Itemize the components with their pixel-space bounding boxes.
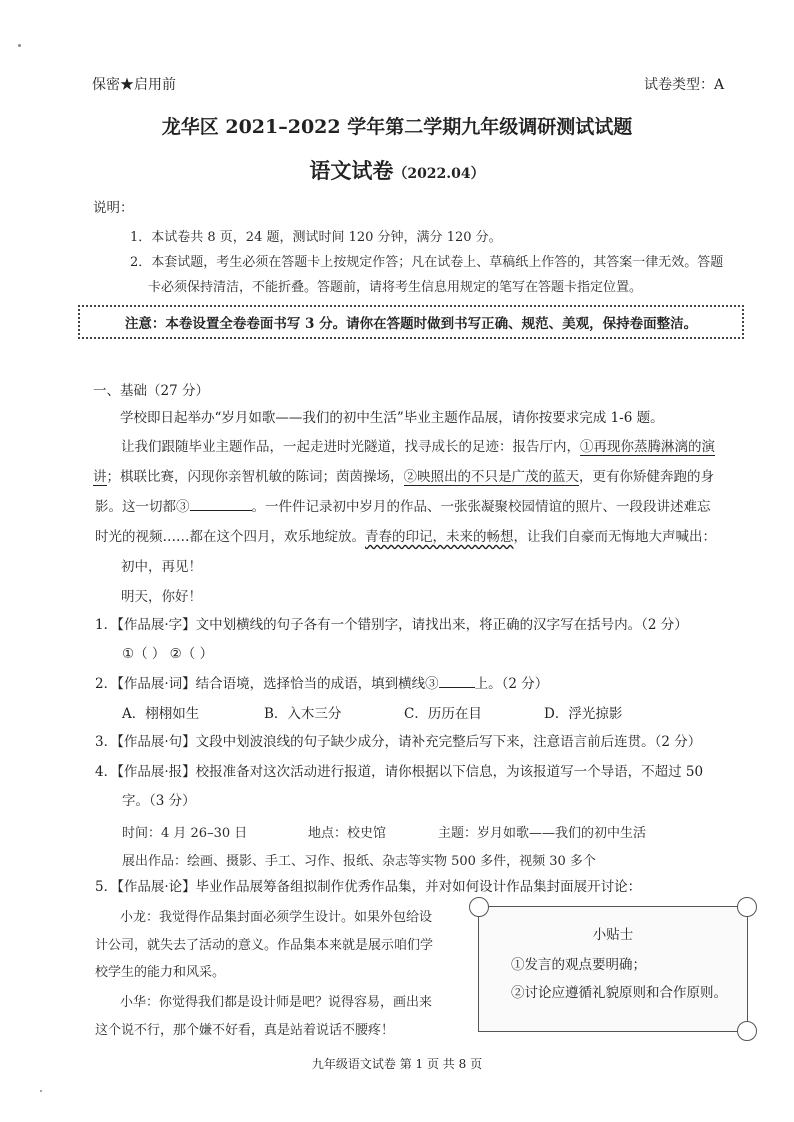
xiaohua-line-2: 这个说不行，那个嫌不好看，真是站着说话不腰疼！ [95,1023,395,1038]
passage-line-2: 讲；棋联比赛，闪现你亲智机敏的陈词；茵茵操场，②映照出的不只是广茂的蓝天，更有你矫健奔跑的身 [93,469,714,485]
question-3: 3．【作品展·句】文段中划波浪线的句子缺少成分，请补充完整后写下来，注意语言前后连贯。（2 分） [95,734,702,750]
question-2: 2．【作品展·词】结合语境，选择恰当的成语，填到横线③ 上。（2 分） [95,676,549,692]
question-1-answer[interactable]: ①（ ） ②（ ） [122,646,214,662]
blank-3[interactable] [190,498,252,511]
section-heading: 一、基础（27 分） [93,383,209,399]
paper-type-label: 试卷类型：A [644,77,725,93]
passage [95,432,745,612]
notice-text: 注意：本卷设置全卷卷面书写 3 分。请你在答题时做到书写正确、规范、美观，保持卷面整洁。 [124,316,698,332]
question-2-option-c[interactable]: C．历历在目 [404,706,482,722]
notice-box [78,305,744,339]
exam-subtitle [0,155,794,185]
question-2-option-d[interactable]: D．浮光掠影 [544,706,623,722]
tip-2: ②讨论应遵循礼貌原则和合作原则。 [511,985,727,1001]
question-4-cont: 字。（3 分） [122,793,196,809]
question-4: 4．【作品展·报】校报准备对这次活动进行报道，请你根据以下信息，为该报道写一个导语，不超过 50 [95,764,704,780]
confidential-label: 保密★启用前 [92,77,176,93]
tips-scroll-box [478,906,748,1032]
section-intro: 学校即日起举办“岁月如歌——我们的初中生活”毕业主题作品展，请你按要求完成 1-6 题。 [120,410,664,426]
passage-line-3: 影。这一切都③ 。一件件记录初中岁月的作品、一张张凝聚校园情谊的照片、一段段讲述难忘 [95,499,711,515]
passage-line-5: 初中，再见！ [121,559,202,575]
question-1: 1．【作品展·字】文中划横线的句子各有一个错别字，请找出来，将正确的汉字写在括号内。（2 分） [95,617,688,633]
exam-date: （2022.04） [393,166,485,182]
instruction-item-2: 2．本套试题，考生必须在答题卡上按规定作答；凡在试卷上、草稿纸上作答的，其答案一律无效。答题 [130,255,724,270]
scan-speck [18,44,21,47]
q4-time: 时间：4 月 26–30 日 [122,826,248,841]
tips-title: 小贴士 [592,927,634,943]
xiaohua-line-1: 小华：你觉得我们都是设计师是吧？说得容易，画出来 [120,995,433,1010]
question-2-option-a[interactable]: A．栩栩如生 [122,706,200,722]
scan-speck [40,1090,42,1092]
page-footer: 九年级语文试卷 第 1 页 共 8 页 [311,1057,483,1071]
exam-title: 龙华区 2021–2022 学年第二学期九年级调研测试试题 [161,116,633,138]
wavy-sentence: 青春的印记，未来的畅想 [365,529,514,545]
tip-1: ①发言的观点要明确； [511,957,646,973]
instructions-label: 说明： [93,200,134,216]
subject-name: 语文试卷 [309,158,394,183]
question-5: 5．【作品展·论】毕业作品展筹备组拟制作优秀作品集，并对如何设计作品集封面展开讨论： [95,879,642,895]
xiaolong-line-1: 小龙：我觉得作品集封面必须学生设计。如果外包给设 [120,910,433,925]
underlined-sentence-1: ①再现你蒸腾淋漓的演 [580,439,715,455]
q4-works: 展出作品：绘画、摄影、手工、习作、报纸、杂志等实物 500 多件，视频 30 多个 [122,854,596,869]
question-2-option-b[interactable]: B．入木三分 [264,706,342,722]
scroll-curl-top-right [737,897,757,917]
underlined-sentence-2: ②映照出的不只是广茂的蓝天 [403,469,579,485]
q4-theme: 主题：岁月如歌——我们的初中生活 [438,826,647,841]
xiaolong-line-2: 计公司，就失去了活动的意义。作品集本来就是展示咱们学 [95,938,434,953]
passage-line-4: 时光的视频……都在这个四月，欢乐地绽放。青春的印记，未来的畅想，让我们自豪而无悔地大声喊出： [95,529,716,545]
scroll-curl-bottom-right [737,1021,757,1041]
passage-line-6: 明天，你好！ [121,589,202,605]
q4-place: 地点：校史馆 [308,826,387,841]
instruction-item-2-cont: 卡必须保持清洁，不能折叠。答题前，请将考生信息用规定的笔写在答题卡指定位置。 [148,280,643,295]
xiaolong-line-3: 校学生的能力和风采。 [95,965,226,980]
passage-line-1: 让我们跟随毕业主题作品，一起走进时光隧道，找寻成长的足迹：报告厅内，①再现你蒸腾淋漓的演 [121,439,715,455]
scroll-curl-top-left [469,897,489,917]
instruction-item-1: 1．本试卷共 8 页，24 题，测试时间 120 分钟，满分 120 分。 [130,230,502,245]
